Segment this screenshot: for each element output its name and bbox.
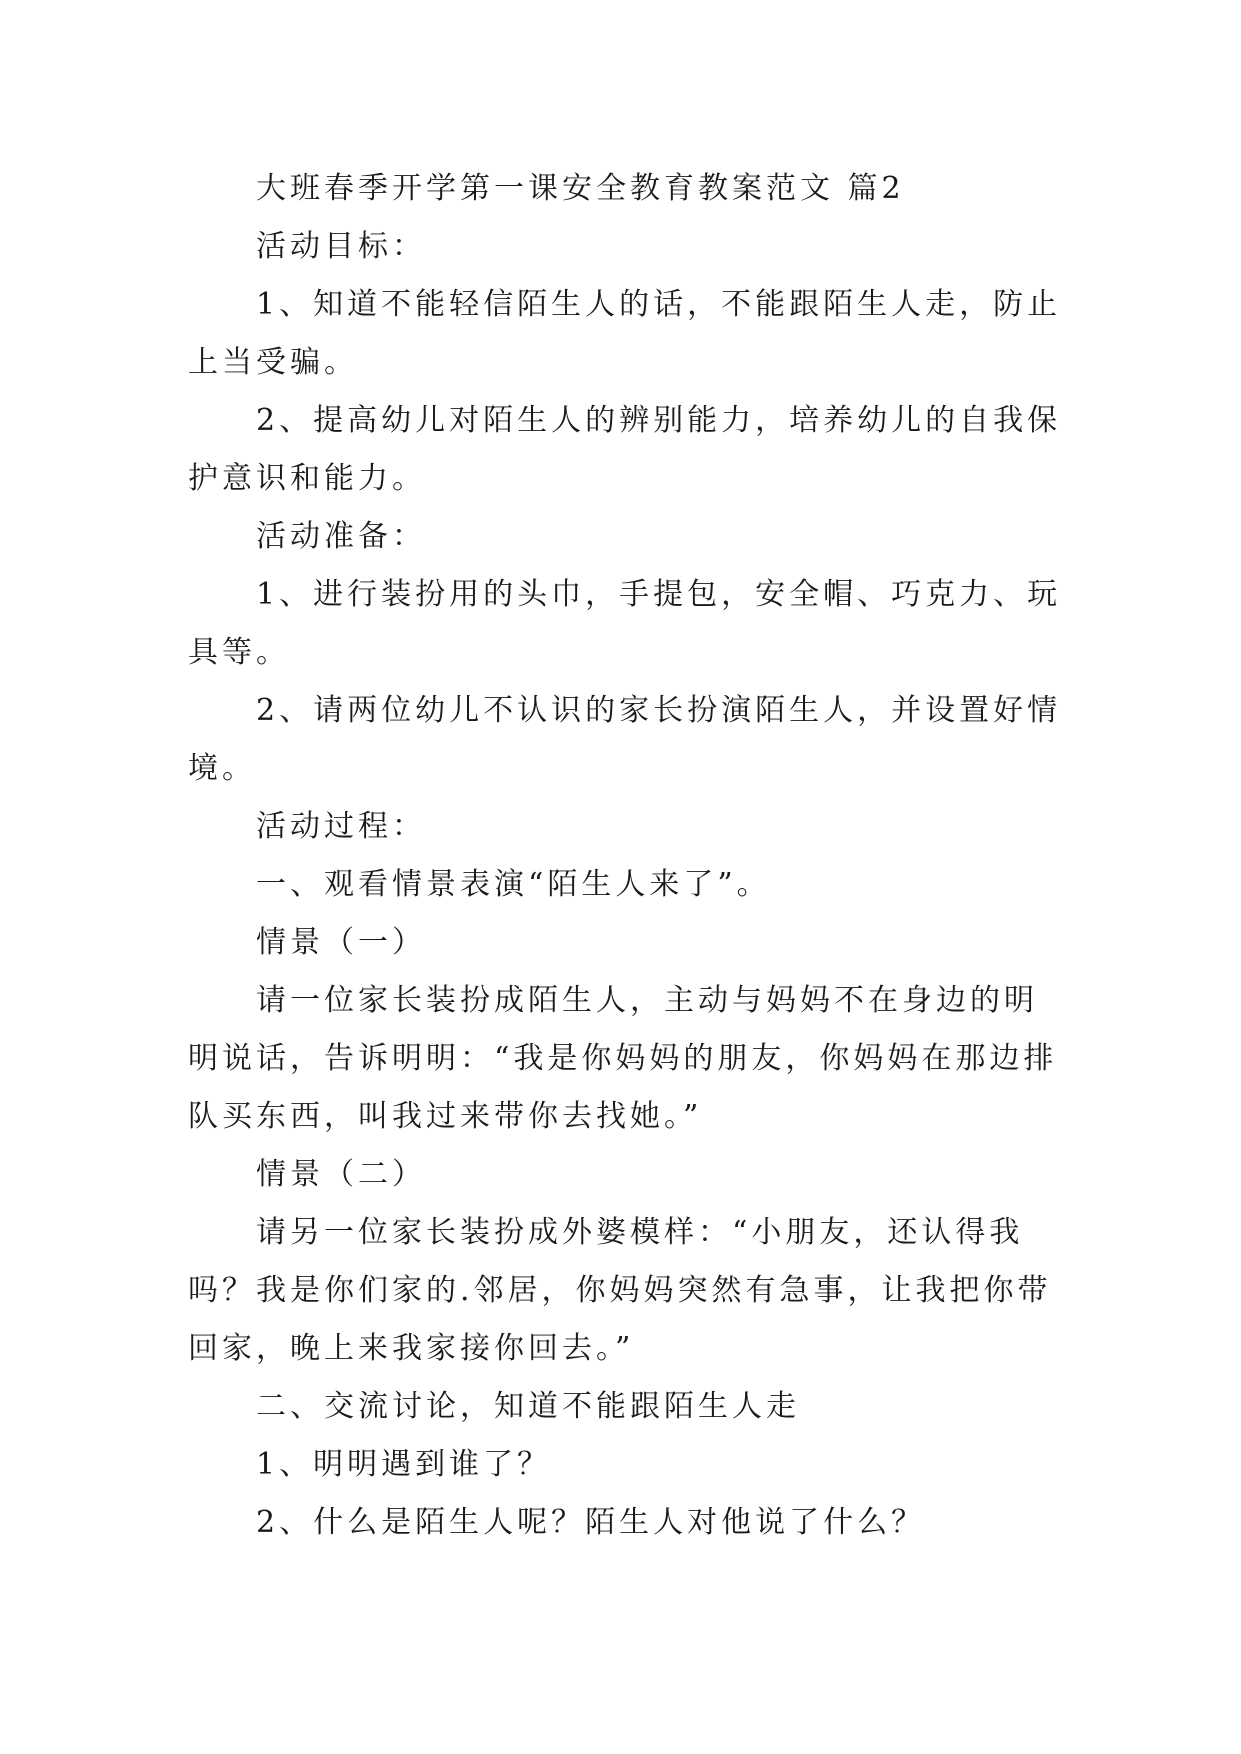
heading-activity-goals: 活动目标： — [256, 229, 426, 264]
heading-activity-preparation: 活动准备： — [256, 519, 426, 554]
process-step-1: 一、观看情景表演“陌生人来了”。 — [256, 867, 771, 902]
discussion-question-2: 2、什么是陌生人呢？陌生人对他说了什么？ — [256, 1505, 926, 1540]
scene-2-text: 请另一位家长装扮成外婆模样：“小朋友，还认得我吗？我是你们家的.邻居，你妈妈突然有急事，让我把你带回家，晚上来我家接你回去。” — [188, 1215, 1052, 1366]
document-body — [188, 160, 1068, 1552]
scene-1-heading: 情景（一） — [256, 925, 426, 960]
goal-item-1: 1、知道不能轻信陌生人的话，不能跟陌生人走，防止上当受骗。 — [188, 287, 1062, 380]
process-step-2: 二、交流讨论，知道不能跟陌生人走 — [256, 1389, 800, 1424]
document-title: 大班春季开学第一课安全教育教案范文 篇2 — [256, 171, 905, 206]
heading-activity-process: 活动过程： — [256, 809, 426, 844]
discussion-question-1: 1、明明遇到谁了？ — [256, 1447, 552, 1482]
scene-2-heading: 情景（二） — [256, 1157, 426, 1192]
preparation-item-2: 2、请两位幼儿不认识的家长扮演陌生人，并设置好情境。 — [188, 693, 1062, 786]
goal-item-2: 2、提高幼儿对陌生人的辨别能力，培养幼儿的自我保护意识和能力。 — [188, 403, 1062, 496]
scene-1-text: 请一位家长装扮成陌生人，主动与妈妈不在身边的明明说话，告诉明明：“我是你妈妈的朋友，你妈妈在那边排队买东西，叫我过来带你去找她。” — [188, 983, 1058, 1134]
preparation-item-1: 1、进行装扮用的头巾，手提包，安全帽、巧克力、玩具等。 — [188, 577, 1062, 670]
